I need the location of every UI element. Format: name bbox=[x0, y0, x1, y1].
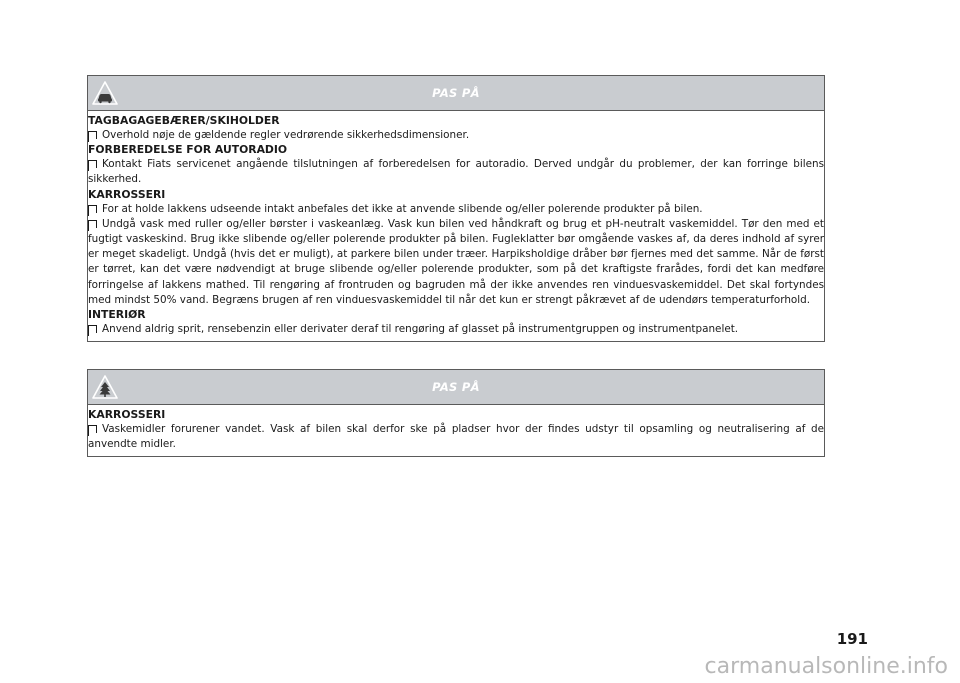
section-heading: TAGBAGAGEBÆRER/SKIHOLDER bbox=[88, 114, 280, 127]
bullet-icon bbox=[88, 325, 97, 333]
list-item: Kontakt Fiats servicenet angående tilslutningen af forberedelsen for autoradio. Derved undgår du problemer, der kan forringe bilens sikkerhed. bbox=[88, 158, 824, 186]
caution-header bbox=[88, 76, 824, 110]
tree-environment-icon bbox=[92, 374, 118, 400]
list-item: Vaskemidler forurener vandet. Vask af bilen skal derfor ske på pladser hvor der findes udstyr til opsamling og neutralisering af de anvendte midler. bbox=[88, 423, 824, 451]
car-warning-icon bbox=[92, 80, 118, 106]
list-item: Overhold nøje de gældende regler vedrørende sikkerhedsdimensioner. bbox=[88, 128, 824, 143]
page-number: 191 bbox=[836, 630, 868, 648]
caution-header bbox=[88, 370, 824, 404]
caution-title: PAS PÅ bbox=[432, 380, 480, 394]
caution-box-2 bbox=[87, 369, 825, 457]
section-heading: KARROSSERI bbox=[88, 187, 166, 201]
watermark: carmanualsonline.info bbox=[704, 654, 948, 679]
section-heading: KARROSSERI bbox=[88, 408, 166, 421]
caution-box-1 bbox=[87, 75, 825, 342]
bullet-icon bbox=[88, 131, 97, 139]
list-item: For at holde lakkens udseende intakt anbefales det ikke at anvende slibende og/eller polerende produkter på bilen. bbox=[88, 202, 824, 217]
list-item: Anvend aldrig sprit, rensebenzin eller derivater deraf til rengøring af glasset på instrumentgruppen og instrumentpanelet. bbox=[88, 322, 824, 337]
bullet-icon bbox=[88, 205, 97, 213]
bullet-icon bbox=[88, 220, 97, 228]
bullet-icon bbox=[88, 160, 97, 168]
bullet-icon bbox=[88, 425, 97, 433]
caution-title: PAS PÅ bbox=[432, 86, 480, 100]
caution-body bbox=[88, 404, 824, 456]
section-heading: INTERIØR bbox=[88, 308, 146, 322]
section-heading: FORBEREDELSE FOR AUTORADIO bbox=[88, 143, 288, 157]
list-item: Undgå vask med ruller og/eller børster i vaskeanlæg. Vask kun bilen ved håndkraft og brug et pH-neutralt vaskemiddel. Tør den med et fugtigt vaskeskind. Brug ikke slibende og/eller polerende produkter på bilen. Fugleklatter bør omgående vaskes af, da deres indhold af syrer er meget skadeligt. Undgå (hvis det er muligt), at parkere bilen under træer. Harpiksholdige dråber bør fjernes med det samme. Når de først er tørret, kan det være nødvendigt at bruge slibende og/eller polerende produkter, som på det kraftigste frarådes, fordi det kan medføre forringelse af lakkens mathed. Til rengøring af frontruden og bagruden må der ikke anvendes ren vinduesvaskemiddel. Det skal fortyndes med mindst 50% vand. Begræns brugen af ren vinduesvaskemiddel til når det kun er strengt påkrævet af de udendørs temperaturforhold. bbox=[88, 217, 824, 306]
caution-body bbox=[88, 110, 824, 341]
